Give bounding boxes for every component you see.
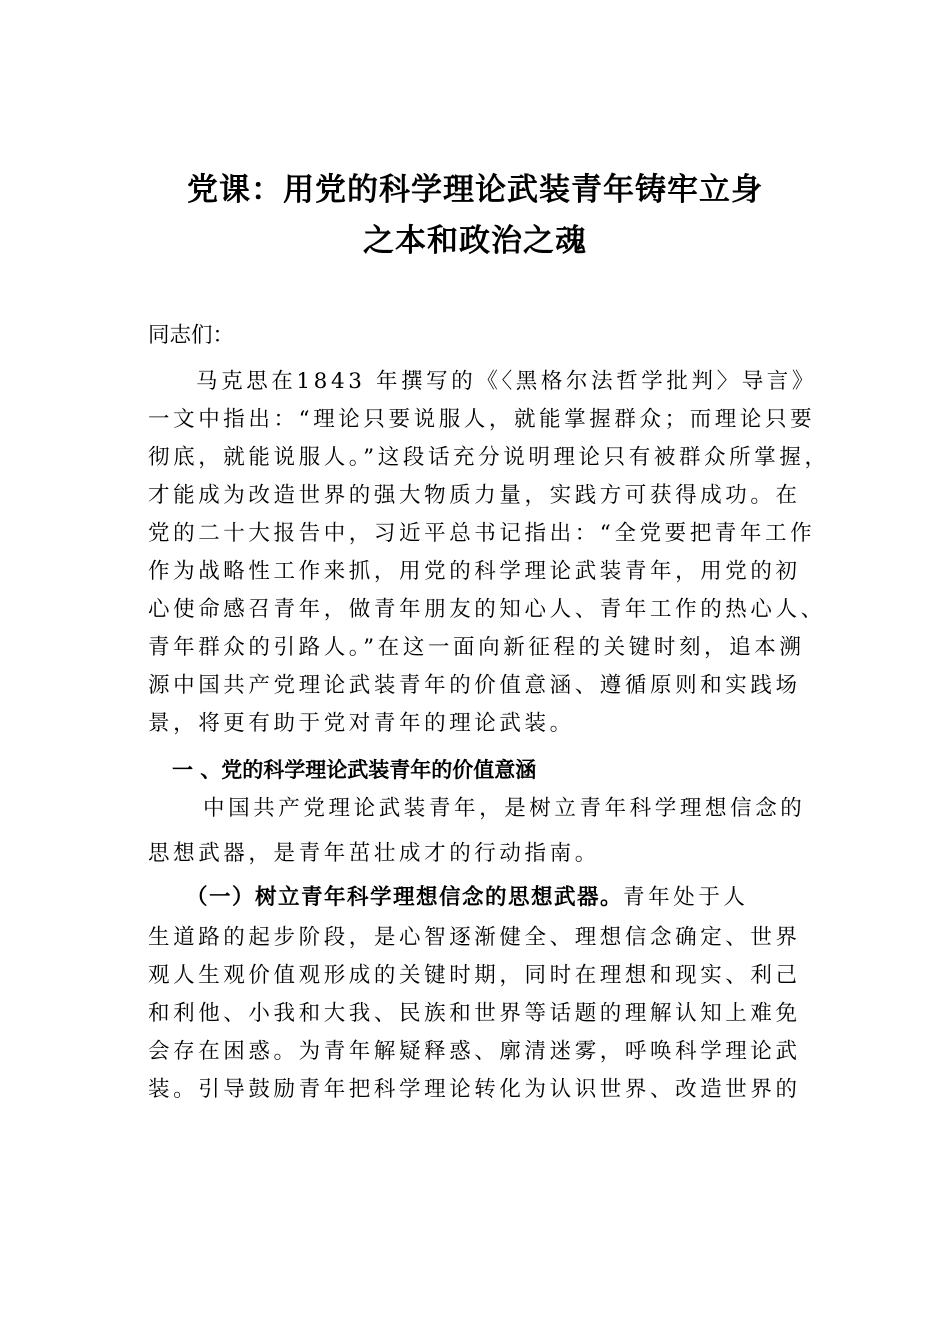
paragraph-line: 思想武器，是青年茁壮成才的行动指南。: [148, 841, 600, 866]
paragraph-line: 观人生观价值观形成的关键时期，同时在理想和现实、利己: [148, 963, 801, 988]
subsection-heading: （一）树立青年科学理想信念的思想武器。: [186, 885, 624, 910]
paragraph-line: 心使命感召青年，做青年朋友的知心人、青年工作的热心人、: [148, 597, 826, 622]
document-title-line-2: 之本和政治之魂: [363, 223, 587, 259]
paragraph-line: 中国共产党理论武装青年，是树立青年科学理想信念的: [203, 796, 806, 821]
paragraph-line: 景，将更有助于党对青年的理论武装。: [148, 711, 575, 736]
paragraph-line: 一文中指出：“理论只要说服人，就能掌握群众；而理论只要: [148, 407, 816, 432]
section-heading: 一 、党的科学理论武装青年的价值意涵: [172, 758, 537, 782]
paragraph-line: 生道路的起步阶段，是心智逐渐健全、理想信念确定、世界: [148, 925, 801, 950]
salutation: 同志们：: [148, 323, 235, 348]
subsection-line: [186, 884, 749, 912]
paragraph-line: 青年群众的引路人。”在这一面向新征程的关键时刻，追本溯: [148, 635, 805, 660]
paragraph-line: 马克思在1843 年撰写的《〈黑格尔法哲学批判〉导言》: [196, 369, 818, 394]
paragraph-line: 装。引导鼓励青年把科学理论转化为认识世界、改造世界的: [148, 1077, 801, 1102]
paragraph-line: 源中国共产党理论武装青年的价值意涵、遵循原则和实践场: [148, 673, 801, 698]
paragraph-line: 会存在困惑。为青年解疑释惑、廓清迷雾，呼唤科学理论武: [148, 1039, 801, 1064]
document-title-line-1: 党课：用党的科学理论武装青年铸牢立身: [187, 172, 763, 208]
paragraph-line: 作为战略性工作来抓，用党的科学理论武装青年，用党的初: [148, 559, 801, 584]
paragraph-line: 党的二十大报告中，习近平总书记指出：“全党要把青年工作: [148, 521, 816, 546]
paragraph-line: 才能成为改造世界的强大物质力量，实践方可获得成功。在: [148, 483, 801, 508]
paragraph-text: 青年处于人: [623, 885, 749, 910]
paragraph-line: 彻底，就能说服人。”这段话充分说明理论只有被群众所掌握，: [148, 445, 830, 470]
paragraph-line: 和利他、小我和大我、民族和世界等话题的理解认知上难免: [148, 1001, 801, 1026]
